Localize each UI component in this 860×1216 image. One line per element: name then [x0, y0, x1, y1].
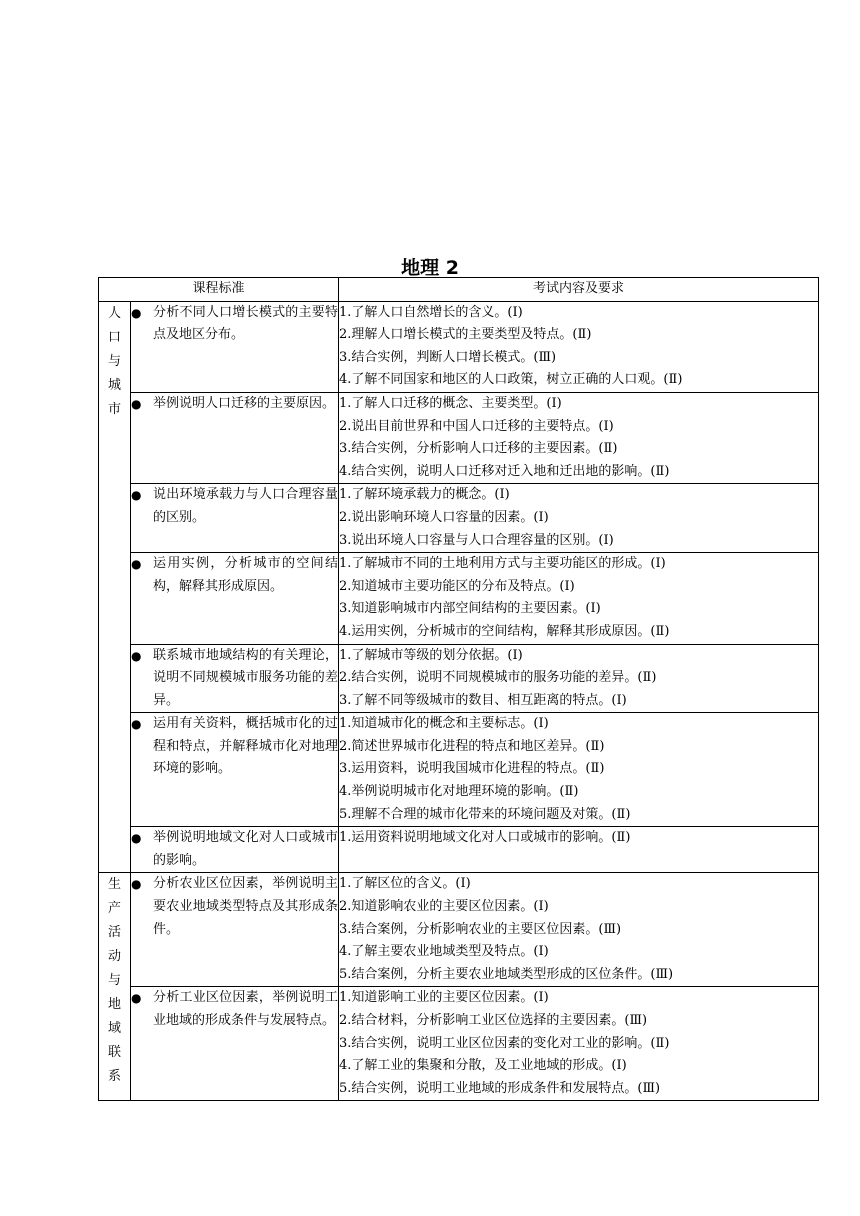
requirements-cell	[339, 484, 819, 553]
table-row	[99, 301, 819, 392]
header-standard: 课程标准	[99, 278, 339, 302]
requirement-item: 3.运用资料，说明我国城市化进程的特点。(Ⅱ)	[339, 761, 605, 777]
requirement-item: 2.说出目前世界和中国人口迁移的主要特点。(Ⅰ)	[339, 418, 614, 434]
requirement-item: 2.理解人口增长模式的主要类型及特点。(Ⅱ)	[339, 327, 592, 343]
requirements-cell	[339, 713, 819, 827]
requirement-item: 2.知道城市主要功能区的分布及特点。(Ⅰ)	[339, 578, 575, 594]
bullet-icon: ●	[131, 991, 142, 1006]
standard-cell	[131, 873, 339, 987]
requirement-item: 1.知道影响工业的主要区位因素。(Ⅰ)	[339, 990, 549, 1006]
requirements-cell	[339, 553, 819, 644]
requirement-item: 3.说出环境人口容量与人口合理容量的区别。(Ⅰ)	[339, 532, 614, 548]
standard-text: 举例说明人口迁移的主要原因。	[153, 395, 336, 411]
requirement-item: 3.结合实例，说明工业区位因素的变化对工业的影响。(Ⅱ)	[339, 1035, 670, 1051]
requirement-item: 3.知道影响城市内部空间结构的主要因素。(Ⅰ)	[339, 601, 601, 617]
requirement-item: 4.了解主要农业地域类型及特点。(Ⅰ)	[339, 944, 549, 960]
group-label-char: 动	[107, 949, 121, 965]
group-label-char: 与	[107, 353, 121, 369]
standard-text: 举例说明地域文化对人口或城市的影响。	[153, 830, 339, 868]
standard-text: 分析工业区位因素，举例说明工业地域的形成条件与发展特点。	[153, 990, 339, 1028]
requirement-item: 2.结合材料，分析影响工业区位选择的主要因素。(Ⅲ)	[339, 1013, 648, 1028]
requirement-item: 2.说出影响环境人口容量的因素。(Ⅰ)	[339, 509, 549, 525]
standard-text: 分析农业区位因素，举例说明主要农业地域类型特点及其形成条件。	[153, 876, 339, 937]
bullet-icon: ●	[131, 877, 142, 892]
group-label	[99, 873, 131, 1101]
group-label-char: 口	[107, 329, 121, 345]
requirement-item: 1.了解区位的含义。(Ⅰ)	[339, 876, 471, 892]
requirement-item: 4.结合实例，说明人口迁移对迁入地和迁出地的影响。(Ⅱ)	[339, 463, 670, 479]
requirement-item: 4.了解不同国家和地区的人口政策，树立正确的人口观。(Ⅱ)	[339, 372, 683, 388]
table-row	[99, 873, 819, 987]
group-label-char: 市	[107, 401, 121, 417]
table-row	[99, 827, 819, 873]
requirement-item: 3.了解不同等级城市的数目、相互距离的特点。(Ⅰ)	[339, 692, 627, 708]
requirement-item: 3.结合案例，分析影响农业的主要区位因素。(Ⅲ)	[339, 921, 622, 937]
requirements-cell	[339, 827, 819, 873]
group-label-char: 产	[107, 901, 121, 917]
bullet-icon: ●	[131, 396, 142, 411]
curriculum-table	[98, 277, 819, 1101]
group-label-char: 系	[107, 1069, 121, 1085]
group-label-char: 与	[107, 973, 121, 989]
table-body	[99, 301, 819, 1101]
standard-text: 说出环境承载力与人口合理容量的区别。	[153, 487, 339, 525]
requirement-item: 4.举例说明城市化对地理环境的影响。(Ⅱ)	[339, 784, 579, 800]
page-title: 地理 2	[401, 257, 459, 279]
requirement-item: 1.了解人口自然增长的含义。(Ⅰ)	[339, 304, 523, 320]
requirement-item: 5.结合实例，说明工业地域的形成条件和发展特点。(Ⅲ)	[339, 1080, 661, 1096]
standard-cell	[131, 713, 339, 827]
standard-cell	[131, 644, 339, 713]
requirement-item: 2.结合实例，说明不同规模城市的服务功能的差异。(Ⅱ)	[339, 670, 657, 686]
table-row	[99, 553, 819, 644]
requirement-item: 1.了解城市等级的划分依据。(Ⅰ)	[339, 647, 523, 663]
standard-text: 联系城市地域结构的有关理论，说明不同规模城市服务功能的差异。	[153, 647, 339, 708]
requirement-item: 1.知道城市化的概念和主要标志。(Ⅰ)	[339, 716, 549, 732]
group-label	[99, 301, 131, 873]
standard-text: 运用实例，分析城市的空间结构，解释其形成原因。	[153, 556, 339, 594]
standard-cell	[131, 484, 339, 553]
table-row	[99, 484, 819, 553]
bullet-icon: ●	[131, 717, 142, 732]
requirement-item: 1.了解人口迁移的概念、主要类型。(Ⅰ)	[339, 395, 562, 411]
standard-text: 运用有关资料，概括城市化的过程和特点，并解释城市化对地理环境的影响。	[153, 716, 339, 777]
requirement-item: 1.了解城市不同的土地利用方式与主要功能区的形成。(Ⅰ)	[339, 556, 666, 572]
standard-text: 分析不同人口增长模式的主要特点及地区分布。	[153, 304, 339, 343]
requirement-item: 1.运用资料说明地域文化对人口或城市的影响。(Ⅱ)	[339, 830, 631, 846]
group-label-char: 生	[107, 877, 121, 893]
standard-cell	[131, 987, 339, 1101]
header-requirements: 考试内容及要求	[339, 278, 819, 302]
requirements-cell	[339, 644, 819, 713]
requirement-item: 4.运用实例，分析城市的空间结构，解释其形成原因。(Ⅱ)	[339, 623, 670, 639]
table-row	[99, 987, 819, 1101]
requirement-item: 3.结合实例，分析影响人口迁移的主要因素。(Ⅱ)	[339, 441, 618, 457]
table-row	[99, 392, 819, 483]
group-label-char: 活	[107, 925, 121, 941]
table-header-row	[99, 278, 819, 302]
requirement-item: 4.了解工业的集聚和分散，及工业地域的形成。(Ⅰ)	[339, 1058, 627, 1074]
requirements-cell	[339, 392, 819, 483]
requirement-item: 5.理解不合理的城市化带来的环境问题及对策。(Ⅱ)	[339, 806, 631, 822]
requirements-cell	[339, 301, 819, 392]
table-row	[99, 644, 819, 713]
group-label-char: 地	[107, 997, 121, 1013]
standard-cell	[131, 392, 339, 483]
group-label-char: 人	[107, 305, 121, 321]
requirement-item: 5.结合案例，分析主要农业地域类型形成的区位条件。(Ⅲ)	[339, 966, 674, 982]
bullet-icon: ●	[131, 648, 142, 663]
requirement-item: 2.简述世界城市化进程的特点和地区差异。(Ⅱ)	[339, 738, 605, 754]
bullet-icon: ●	[131, 831, 142, 846]
group-label-char: 城	[107, 377, 121, 393]
table-row	[99, 713, 819, 827]
bullet-icon: ●	[131, 305, 142, 320]
standard-cell	[131, 301, 339, 392]
group-label-char: 域	[107, 1021, 121, 1037]
requirements-cell	[339, 873, 819, 987]
requirements-cell	[339, 987, 819, 1101]
requirement-item: 2.知道影响农业的主要区位因素。(Ⅰ)	[339, 899, 549, 915]
requirement-item: 1.了解环境承载力的概念。(Ⅰ)	[339, 487, 510, 503]
bullet-icon: ●	[131, 488, 142, 503]
requirement-item: 3.结合实例，判断人口增长模式。(Ⅲ)	[339, 349, 557, 365]
standard-cell	[131, 827, 339, 873]
group-label-char: 联	[107, 1045, 121, 1061]
bullet-icon: ●	[131, 557, 142, 572]
standard-cell	[131, 553, 339, 644]
